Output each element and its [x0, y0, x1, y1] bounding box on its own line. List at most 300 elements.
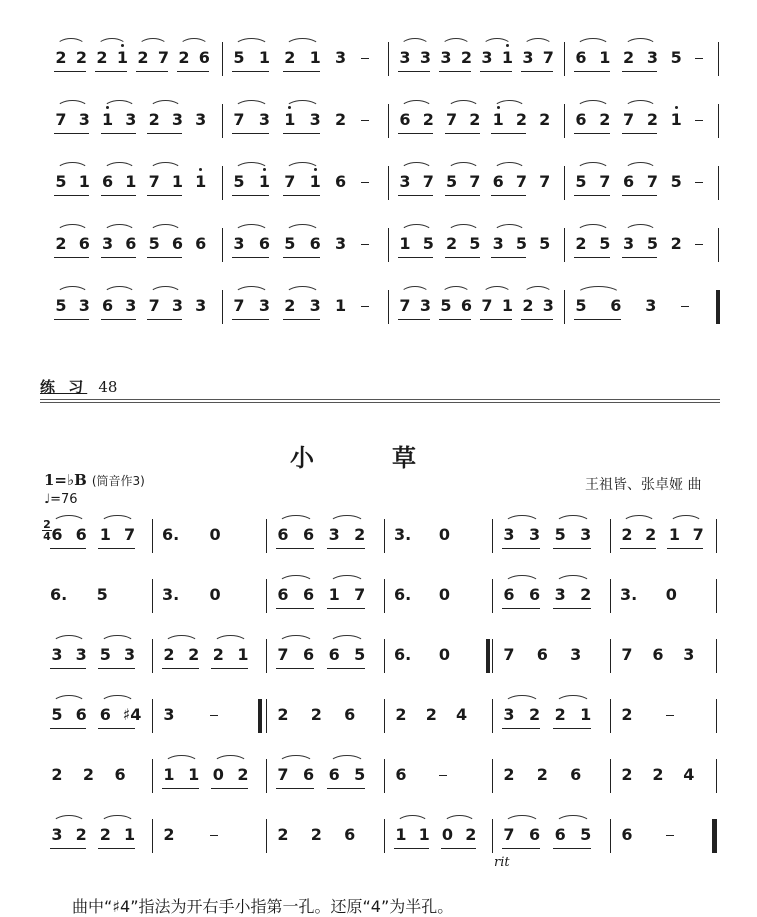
beam-line	[177, 71, 209, 72]
section-rule-2	[40, 402, 720, 403]
note: 1	[501, 296, 513, 315]
note: 0	[209, 525, 221, 544]
bar-line	[384, 759, 385, 793]
note: 5	[539, 234, 551, 253]
note: 2	[237, 765, 249, 784]
slur-mark	[493, 162, 526, 171]
slur-mark	[97, 38, 127, 47]
note: 6	[303, 585, 315, 604]
note: 3	[542, 296, 554, 315]
beam-line	[147, 257, 182, 258]
note: 2	[460, 48, 472, 67]
beam-line	[574, 195, 610, 196]
note: 6	[529, 825, 541, 844]
slur-mark	[482, 286, 512, 295]
slur-mark	[329, 575, 365, 584]
beam-line	[553, 728, 591, 729]
slur-mark	[622, 515, 656, 524]
beam-line	[232, 319, 269, 320]
beam-line	[327, 548, 365, 549]
note: 2	[621, 525, 633, 544]
note: 2	[188, 645, 200, 664]
note: 3	[554, 585, 566, 604]
note: 1	[670, 110, 682, 129]
slur-mark	[447, 162, 480, 171]
bar-line-end	[716, 699, 717, 733]
note: 2	[469, 110, 481, 129]
beam-line	[283, 71, 320, 72]
note: 2	[465, 825, 477, 844]
slur-mark	[504, 515, 540, 524]
note: 6	[114, 765, 126, 784]
note: 5	[55, 296, 67, 315]
section-rule	[40, 399, 720, 400]
beam-line	[502, 728, 540, 729]
note: 1	[328, 585, 340, 604]
bar-line	[492, 579, 493, 613]
note: 3	[195, 296, 207, 315]
bar-line	[222, 228, 223, 262]
note: 2	[575, 234, 587, 253]
note: 5	[580, 825, 592, 844]
measure	[156, 637, 262, 677]
note: 7	[503, 645, 515, 664]
bar-line-end	[718, 104, 719, 138]
note: 2	[539, 110, 551, 129]
measure	[614, 517, 716, 557]
slur-mark	[278, 755, 314, 764]
note: 3	[309, 110, 321, 129]
note: 7	[539, 172, 551, 191]
note: 2	[163, 645, 175, 664]
note: 3	[335, 48, 347, 67]
rit-mark: rit	[494, 855, 510, 870]
note: 6	[570, 765, 582, 784]
slur-mark	[624, 100, 658, 109]
note: 6	[344, 705, 356, 724]
beam-line	[491, 257, 526, 258]
note: 2	[425, 705, 437, 724]
bar-line-end	[716, 819, 717, 853]
slur-mark	[164, 755, 199, 764]
measure	[270, 757, 380, 797]
measure	[392, 164, 562, 204]
slur-mark	[56, 38, 86, 47]
beam-line	[521, 319, 553, 320]
section-header	[40, 376, 117, 397]
note: 6	[652, 645, 664, 664]
note: 2	[96, 48, 108, 67]
measure	[270, 817, 380, 857]
dash-sustain	[361, 182, 369, 183]
note: 5	[575, 172, 587, 191]
slur-mark	[103, 224, 136, 233]
note: 1	[395, 825, 407, 844]
note: 3	[623, 234, 635, 253]
note: 3	[645, 296, 657, 315]
note: 2	[652, 765, 664, 784]
beam-line	[283, 133, 320, 134]
measure	[48, 226, 218, 266]
slur-mark	[555, 515, 591, 524]
measure	[568, 164, 718, 204]
upper-row	[0, 164, 757, 204]
measure	[156, 757, 262, 797]
section-number: 48	[98, 378, 118, 396]
dash-sustain	[361, 58, 369, 59]
measure	[44, 817, 148, 857]
slur-mark	[149, 162, 182, 171]
beam-line	[232, 71, 269, 72]
bar-line	[384, 699, 385, 733]
note: 4	[456, 705, 468, 724]
beam-line	[667, 548, 703, 549]
dash-sustain	[439, 775, 447, 776]
measure	[496, 757, 606, 797]
note: 2	[580, 585, 592, 604]
note: 6	[492, 172, 504, 191]
note: 7	[55, 110, 67, 129]
key-text: 1=♭B	[44, 471, 87, 489]
upper-row	[0, 102, 757, 142]
key-note: (筒音作3)	[91, 474, 145, 488]
note: 2	[422, 110, 434, 129]
measure	[156, 697, 262, 737]
measure	[270, 517, 380, 557]
measure	[48, 40, 218, 80]
note: 3	[335, 234, 347, 253]
measure	[496, 817, 606, 857]
beam-line	[98, 728, 134, 729]
beam-line	[276, 548, 314, 549]
measure	[392, 288, 562, 328]
bar-line-end	[716, 579, 717, 613]
bar-line	[384, 519, 385, 553]
bar-line	[152, 759, 153, 793]
note: 3.	[620, 585, 638, 604]
measure	[614, 697, 716, 737]
note: 5	[55, 172, 67, 191]
note: 2	[99, 825, 111, 844]
note: 3	[492, 234, 504, 253]
note: 6	[101, 172, 114, 191]
note: 3	[522, 48, 534, 67]
slur-mark	[164, 635, 199, 644]
note: 0	[441, 825, 454, 844]
slur-mark	[52, 815, 86, 824]
note: 3	[258, 110, 270, 129]
beam-line	[398, 133, 433, 134]
note: 5	[96, 585, 108, 604]
beam-line	[327, 668, 365, 669]
note: 2	[137, 48, 149, 67]
note: 1	[78, 172, 90, 191]
beam-line	[50, 728, 86, 729]
slur-mark	[52, 695, 86, 704]
note: 6	[277, 525, 289, 544]
measure	[156, 577, 262, 617]
measure	[496, 697, 606, 737]
section-label: 练 习	[40, 378, 88, 396]
slur-mark	[576, 100, 610, 109]
note: 1	[116, 48, 128, 67]
note: 6	[303, 525, 315, 544]
note: 5	[422, 234, 434, 253]
slur-mark	[441, 38, 471, 47]
note: 3	[163, 705, 175, 724]
slur-mark	[400, 224, 433, 233]
beam-line	[98, 848, 134, 849]
bar-line-end	[716, 519, 717, 553]
bar-line	[564, 42, 565, 76]
note: 2	[621, 705, 633, 724]
slur-mark	[482, 38, 512, 47]
note: 6	[198, 48, 210, 67]
note: 2	[529, 705, 541, 724]
bar-line	[388, 42, 389, 76]
time-sig-top: 2	[43, 518, 51, 531]
bar-line	[564, 290, 565, 324]
beam-line	[574, 319, 621, 320]
slur-mark	[278, 515, 314, 524]
note: 6	[610, 296, 622, 315]
note: 3	[125, 296, 137, 315]
beam-line	[502, 848, 540, 849]
slur-mark	[400, 100, 433, 109]
note: 2	[310, 825, 322, 844]
beam-line	[101, 319, 136, 320]
slur-mark	[103, 286, 136, 295]
note: 5	[670, 48, 682, 67]
slur-mark	[443, 815, 476, 824]
lower-row	[0, 577, 757, 617]
note: 6	[75, 705, 87, 724]
note: 7	[148, 296, 160, 315]
beam-line	[50, 848, 86, 849]
note: 3	[125, 110, 137, 129]
beam-line	[398, 319, 430, 320]
note: 1	[284, 110, 296, 129]
dash-sustain	[695, 120, 703, 121]
bar-line	[152, 519, 153, 553]
note: 1	[580, 705, 592, 724]
beam-line	[445, 195, 480, 196]
note: 1	[188, 765, 200, 784]
bar-line	[610, 819, 611, 853]
beam-line	[211, 668, 248, 669]
measure	[388, 697, 488, 737]
slur-mark	[555, 815, 591, 824]
note: 3	[309, 296, 321, 315]
note: 2	[335, 110, 347, 129]
note: 1	[237, 645, 249, 664]
bar-line	[610, 519, 611, 553]
beam-line	[101, 257, 136, 258]
footer-note: 曲中“♯4”指法为开右手小指第一孔。还原“4”为半孔。	[72, 897, 454, 916]
note: 7	[515, 172, 527, 191]
note: 1	[195, 172, 207, 191]
beam-line	[480, 319, 512, 320]
slur-mark	[493, 100, 526, 109]
bar-line	[492, 639, 493, 673]
measure	[496, 637, 606, 677]
slur-mark	[103, 100, 136, 109]
beam-line	[232, 257, 269, 258]
slur-mark	[504, 815, 540, 824]
final-barline	[716, 290, 720, 324]
beam-line	[622, 257, 658, 258]
note: 2	[354, 525, 366, 544]
bar-line	[152, 579, 153, 613]
slur-mark	[576, 224, 610, 233]
note: 3	[123, 645, 136, 664]
beam-line	[162, 668, 199, 669]
slur-mark	[234, 100, 269, 109]
note: 3	[580, 525, 592, 544]
note: 6	[621, 825, 633, 844]
beam-line	[147, 133, 182, 134]
slur-mark	[624, 162, 658, 171]
note: 6.	[162, 525, 180, 544]
note: 2	[75, 48, 88, 67]
note: 1	[668, 525, 680, 544]
beam-line	[54, 133, 89, 134]
note: 7	[503, 825, 515, 844]
note: 5	[646, 234, 658, 253]
note: 6	[75, 525, 87, 544]
note: 2	[75, 825, 87, 844]
beam-line	[54, 319, 89, 320]
bar-line	[564, 228, 565, 262]
note: 3	[78, 296, 90, 315]
note: 6	[99, 705, 111, 724]
note: 6	[623, 172, 635, 191]
note: 6.	[394, 645, 412, 664]
bar-line	[222, 166, 223, 200]
slur-mark	[103, 162, 136, 171]
note: 0	[209, 585, 221, 604]
note: 3	[101, 234, 114, 253]
bar-line	[152, 639, 153, 673]
bar-line	[266, 759, 267, 793]
beam-line	[574, 133, 610, 134]
composer: 王祖皆、张卓娅 曲	[585, 477, 702, 493]
note: 7	[233, 296, 245, 315]
note: 7	[399, 296, 411, 315]
measure	[48, 288, 218, 328]
note: 6	[344, 825, 356, 844]
dash-sustain	[666, 715, 674, 716]
note: 3.	[394, 525, 412, 544]
note: 6	[335, 172, 347, 191]
upper-row	[0, 226, 757, 266]
measure	[568, 226, 718, 266]
beam-line	[398, 71, 430, 72]
note: 5	[599, 234, 611, 253]
note: 4	[683, 765, 695, 784]
note: 3	[233, 234, 245, 253]
slur-mark	[100, 815, 134, 824]
measure	[568, 40, 718, 80]
note: 2	[284, 296, 296, 315]
note: 2	[277, 705, 289, 724]
note: 6	[195, 234, 207, 253]
note: 3	[171, 296, 183, 315]
note: 3	[75, 645, 87, 664]
note: 5	[99, 645, 111, 664]
slur-mark	[56, 162, 89, 171]
beam-line	[232, 195, 269, 196]
slur-mark	[149, 100, 182, 109]
note: 3	[171, 110, 183, 129]
measure	[614, 577, 716, 617]
measure	[388, 817, 488, 857]
measure	[392, 226, 562, 266]
slur-mark	[576, 162, 610, 171]
note: 1	[101, 110, 114, 129]
note: 7	[623, 110, 635, 129]
measure	[388, 577, 488, 617]
beam-line	[398, 257, 433, 258]
note: 7	[123, 525, 136, 544]
bar-line	[564, 166, 565, 200]
slur-mark	[624, 224, 658, 233]
note: 1	[599, 48, 611, 67]
note: 2	[522, 296, 534, 315]
note: 7	[445, 110, 458, 129]
measure	[270, 577, 380, 617]
note: 2	[82, 765, 95, 784]
note: 5	[445, 172, 458, 191]
measure	[388, 517, 488, 557]
note: 5	[233, 172, 245, 191]
note: 3	[51, 825, 63, 844]
bar-line	[388, 290, 389, 324]
note: 6.	[50, 585, 68, 604]
slur-mark	[441, 286, 471, 295]
note: 7	[284, 172, 296, 191]
upper-row	[0, 288, 757, 328]
beam-line	[232, 133, 269, 134]
note: 7	[233, 110, 245, 129]
note: 6	[554, 825, 566, 844]
note: 2	[51, 765, 63, 784]
slur-mark	[149, 224, 182, 233]
note: 5	[284, 234, 296, 253]
slur-mark	[52, 635, 86, 644]
note: 1	[501, 48, 513, 67]
slur-mark	[447, 224, 480, 233]
note: 7	[646, 172, 658, 191]
measure	[44, 517, 148, 557]
note: 7	[277, 765, 289, 784]
measure	[614, 817, 716, 857]
note: 2	[621, 765, 633, 784]
measure	[44, 757, 148, 797]
measure	[226, 226, 386, 266]
note: 3	[419, 296, 432, 315]
bar-line	[384, 819, 385, 853]
slur-mark	[329, 635, 365, 644]
note: 2	[554, 705, 566, 724]
note: 7	[157, 48, 169, 67]
note: 7	[692, 525, 704, 544]
bar-line	[610, 759, 611, 793]
dash-sustain	[210, 835, 218, 836]
beam-line	[101, 133, 136, 134]
slur-mark	[504, 575, 540, 584]
measure	[614, 637, 716, 677]
